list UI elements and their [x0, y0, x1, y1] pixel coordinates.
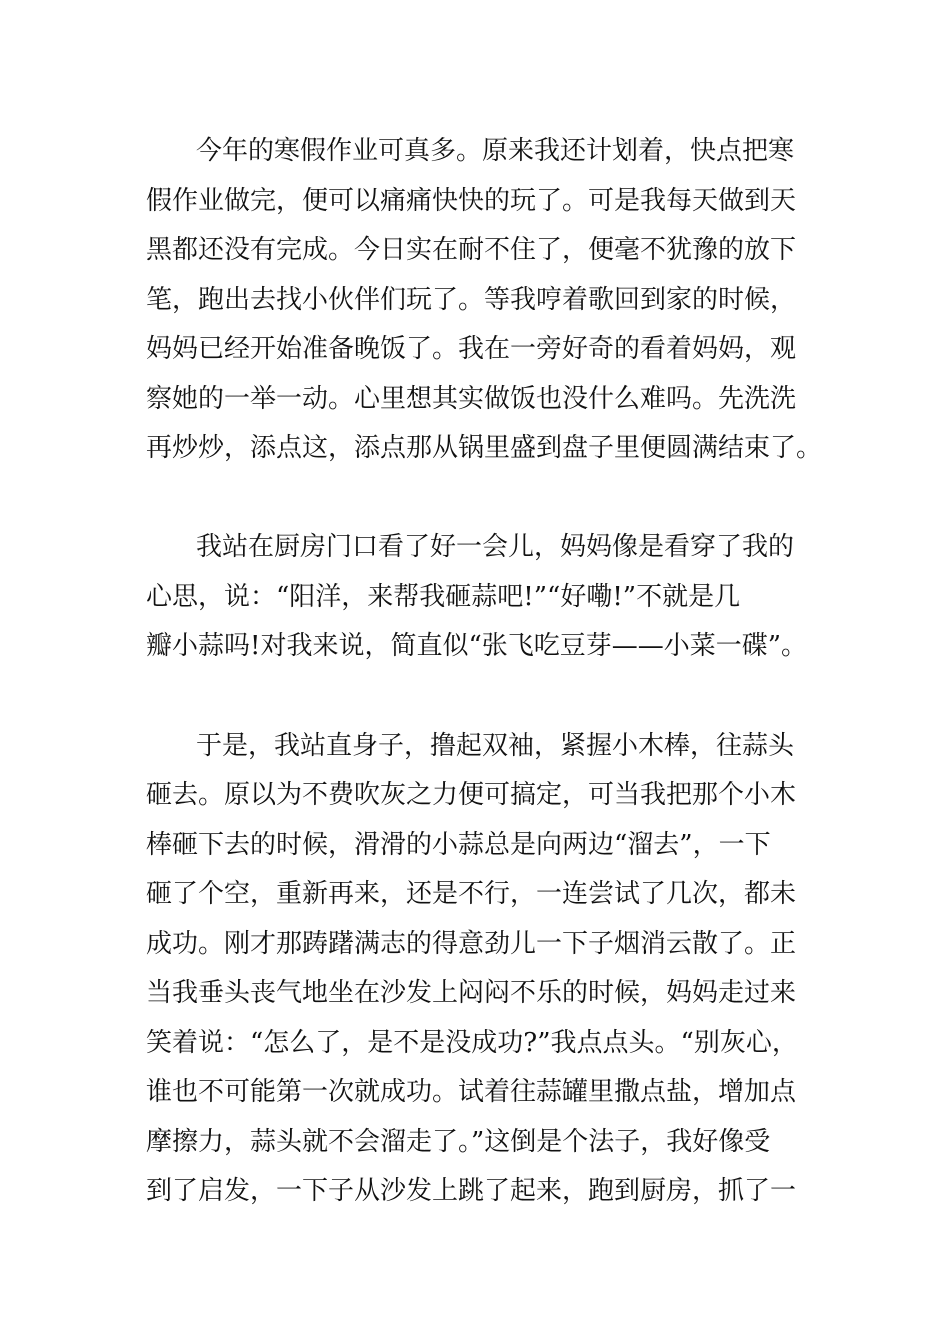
paragraph-3-line-5: 成功。刚才那踌躇满志的得意劲儿一下子烟消云散了。正 — [146, 929, 797, 959]
paragraph-3-line-4: 砸了个空，重新再来，还是不行，一连尝试了几次，都未 — [146, 879, 797, 909]
paragraph-2-line-2: 心思，说：“阳洋，来帮我砸蒜吧!”“好嘞!”不就是几 — [146, 582, 741, 612]
paragraph-3-line-3: 棒砸下去的时候，滑滑的小蒜总是向两边“溜去”，一下 — [146, 830, 771, 860]
paragraph-3-line-9: 摩擦力，蒜头就不会溜走了。”这倒是个法子，我好像受 — [146, 1127, 771, 1157]
paragraph-3-line-1: 于是，我站直身子，撸起双袖，紧握小木棒，往蒜头 — [196, 731, 795, 761]
paragraph-3-line-6: 当我垂头丧气地坐在沙发上闷闷不乐的时候，妈妈走过来 — [146, 978, 797, 1008]
paragraph-1-line-5: 妈妈已经开始准备晚饭了。我在一旁好奇的看着妈妈，观 — [146, 334, 797, 364]
paragraph-3-line-7: 笑着说：“怎么了，是不是没成功?”我点点头。“别灰心， — [146, 1028, 798, 1058]
paragraph-1-line-2: 假作业做完，便可以痛痛快快的玩了。可是我每天做到天 — [146, 186, 797, 216]
paragraph-2-line-1: 我站在厨房门口看了好一会儿，妈妈像是看穿了我的 — [196, 532, 795, 562]
paragraph-3-line-8: 谁也不可能第一次就成功。试着往蒜罐里撒点盐，增加点 — [146, 1077, 797, 1107]
paragraph-1-line-6: 察她的一举一动。心里想其实做饭也没什么难吗。先洗洗 — [146, 384, 797, 414]
paragraph-2-line-3: 瓣小蒜吗!对我来说，简直似“张飞吃豆芽——小菜一碟”。 — [146, 631, 808, 661]
paragraph-1-line-7: 再炒炒，添点这，添点那从锅里盛到盘子里便圆满结束了。 — [146, 433, 823, 463]
paragraph-1-line-3: 黑都还没有完成。今日实在耐不住了，便毫不犹豫的放下 — [146, 235, 797, 265]
paragraph-3-line-10: 到了启发，一下子从沙发上跳了起来，跑到厨房，抓了一 — [146, 1176, 797, 1206]
paragraph-1-line-1: 今年的寒假作业可真多。原来我还计划着，快点把寒 — [196, 136, 795, 166]
paragraph-3-line-2: 砸去。原以为不费吹灰之力便可搞定，可当我把那个小木 — [146, 780, 797, 810]
paragraph-1-line-4: 笔，跑出去找小伙伴们玩了。等我哼着歌回到家的时候， — [146, 285, 797, 315]
